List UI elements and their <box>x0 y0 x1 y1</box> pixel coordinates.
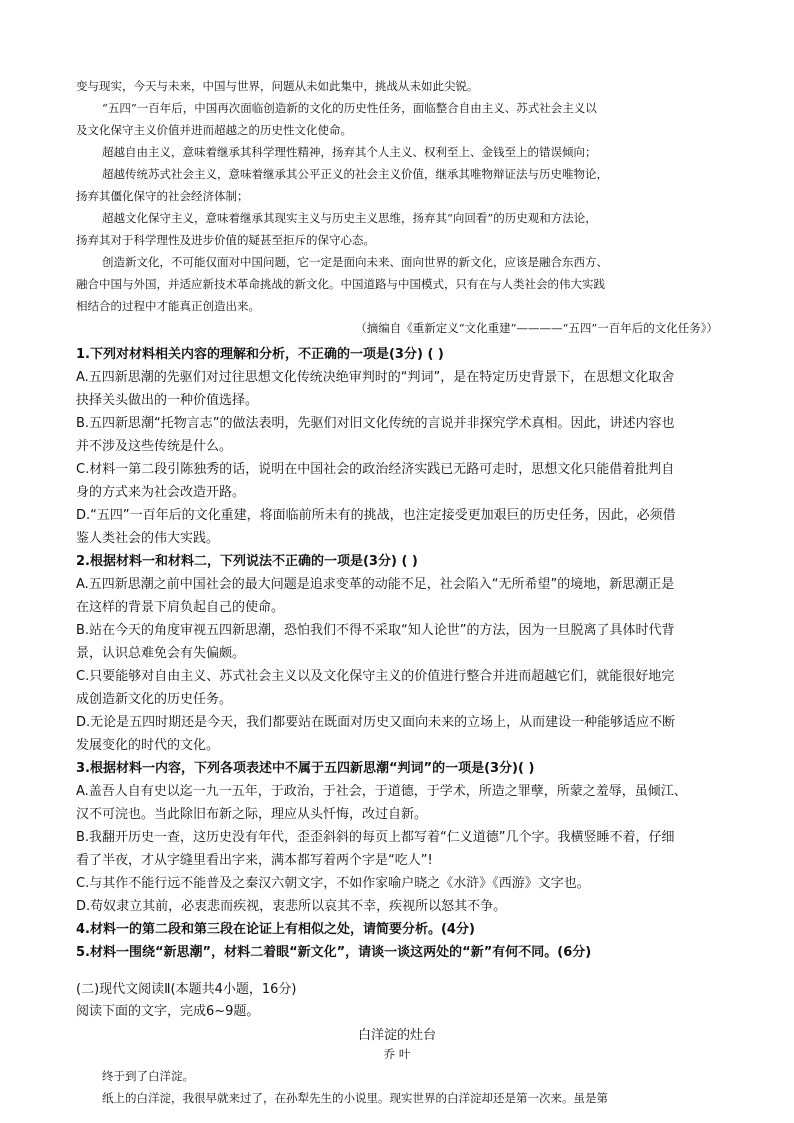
story-line: 纸上的白洋淀，我很早就来过了，在孙犁先生的小说里。现实世界的白洋淀却还是第一次来。虽是第 <box>102 1091 608 1105</box>
option-line: C.只要能够对自由主义、苏式社会主义以及文化保守主义的价值进行整合并进而超越它们，就能很好地完 <box>76 669 675 684</box>
option-line: D.苟奴隶立其前，必衷悲而疾视，衷悲所以哀其不幸，疾视所以怒其不争。 <box>76 899 507 914</box>
option-line: C.与其作不能行远不能普及之秦汉六朝文字，不如作家喻户晓之《水浒》《西游》文字也。 <box>76 876 590 891</box>
option-line: 身的方式来为社会改造开路。 <box>76 485 246 500</box>
story-line: 终于到了白洋淀。 <box>102 1069 194 1083</box>
option-line: A.五四新思潮之前中国社会的最大问题是追求变革的动能不足，社会陷入“无所希望”的境地，新思潮正是 <box>76 577 675 592</box>
question-3: 3.根据材料一内容，下列各项表述中不属于五四新思潮“判词”的一项是(3分)( ) <box>76 761 535 776</box>
option-line: C.材料一第二段引陈独秀的话，说明在中国社会的政治经济实践已无路可走时，思想文化只能借着批判自 <box>76 462 675 477</box>
passage-source: （摘编自《重新定义“文化重建”————“五四”一百年后的文化任务》） <box>355 321 718 335</box>
option-line: B.五四新思潮“托物言志”的做法表明，先驱们对旧文化传统的言说并非探究学术真相。因此，讲述内容也 <box>76 416 675 431</box>
section-instruction: 阅读下面的文字，完成6~9题。 <box>76 1004 260 1019</box>
option-line: B.我翻开历史一查，这历史没有年代，歪歪斜斜的每页上都写着“仁义道德”几个字。我横竖睡不着，仔细 <box>76 830 675 845</box>
option-line: 成创造新文化的历史任务。 <box>76 692 233 707</box>
option-line: B.站在今天的角度审视五四新思潮，恐怕我们不得不采取“知人论世”的方法，因为一旦脱离了具体时代背 <box>76 623 675 638</box>
passage-line: 变与现实，今天与未来，中国与世界，问题从未如此集中，挑战从未如此尖锐。 <box>76 79 479 93</box>
passage-line: 超越文化保守主义，意味着继承其现实主义与历史主义思维，扬弃其“向回看”的历史观和方法论， <box>102 211 597 225</box>
question-4: 4.材料一的第二段和第三段在论证上有相似之处，请简要分析。(4分) <box>76 922 475 937</box>
passage-line: “五四”一百年后，中国再次面临创造新的文化的历史性任务，面临整合自由主义、苏式社会主义以 <box>102 101 597 115</box>
option-line: 并不涉及这些传统是什么。 <box>76 439 233 454</box>
option-line: 在这样的背景下肩负起自己的使命。 <box>76 600 285 615</box>
option-line: 发展变化的时代的文化。 <box>76 738 220 753</box>
passage-line: 扬弃其对于科学理性及进步价值的疑甚至拒斥的保守心态。 <box>76 233 375 247</box>
section-heading: (二)现代文阅读Ⅱ(本题共4小题，16分) <box>76 982 297 997</box>
story-author: 乔 叶 <box>383 1047 411 1061</box>
passage-line: 超越传统苏式社会主义，意味着继承其公平正义的社会主义价值，继承其唯物辩证法与历史唯物论， <box>102 167 608 181</box>
story-title: 白洋淀的灶台 <box>357 1028 436 1043</box>
option-line: 抉择关头做出的一种价值选择。 <box>76 393 259 408</box>
option-line: 景，认识总难免会有失偏颇。 <box>76 646 246 661</box>
option-line: A.五四新思潮的先驱们对过往思想文化传统决绝审判时的“判词”，是在特定历史背景下，在思想文化取舍 <box>76 370 675 385</box>
option-line: 鉴人类社会的伟大实践。 <box>76 531 220 546</box>
passage-line: 超越自由主义，意味着继承其科学理性精神，扬弃其个人主义、权利至上、金钱至上的错误倾向； <box>102 145 597 159</box>
passage-line: 相结合的过程中才能真正创造出来。 <box>76 299 260 313</box>
passage-line: 融合中国与外国，并适应新技术革命挑战的新文化。中国道路与中国模式，只有在与人类社会的伟大实践 <box>76 277 605 291</box>
option-line: 汉不可浣也。当此除旧布新之际，理应从头忏悔，改过自新。 <box>76 807 428 822</box>
question-2: 2.根据材料一和材料二，下列说法不正确的一项是(3分) ( ) <box>76 554 418 569</box>
option-line: D.“五四”一百年后的文化重建，将面临前所未有的挑战，也注定接受更加艰巨的历史任务，因此，必须借 <box>76 508 676 523</box>
question-1: 1.下列对材料相关内容的理解和分析，不正确的一项是(3分) ( ) <box>76 347 444 362</box>
option-line: A.盖吾人自有史以迄一九一五年，于政治，于社会，于道德，于学术，所造之罪孽，所蒙之羞辱，虽倾江、 <box>76 784 687 799</box>
question-5: 5.材料一围绕“新思潮”，材料二着眼“新文化”，请谈一谈这两处的“新”有何不同。(6分) <box>76 945 592 960</box>
option-line: 看了半夜，才从字缝里看出字来，满本都写着两个字是“吃人”! <box>76 853 433 868</box>
option-line: D.无论是五四时期还是今天，我们都要站在既面对历史又面向未来的立场上，从而建设一种能够适应不断 <box>76 715 676 730</box>
passage-line: 扬弃其僵化保守的社会经济体制； <box>76 189 249 203</box>
passage-line: 及文化保守主义价值并进而超越之的历史性文化使命。 <box>76 123 352 137</box>
passage-line: 创造新文化，不可能仅面对中国问题，它一定是面向未来、面向世界的新文化，应该是融合东西方、 <box>102 255 608 269</box>
